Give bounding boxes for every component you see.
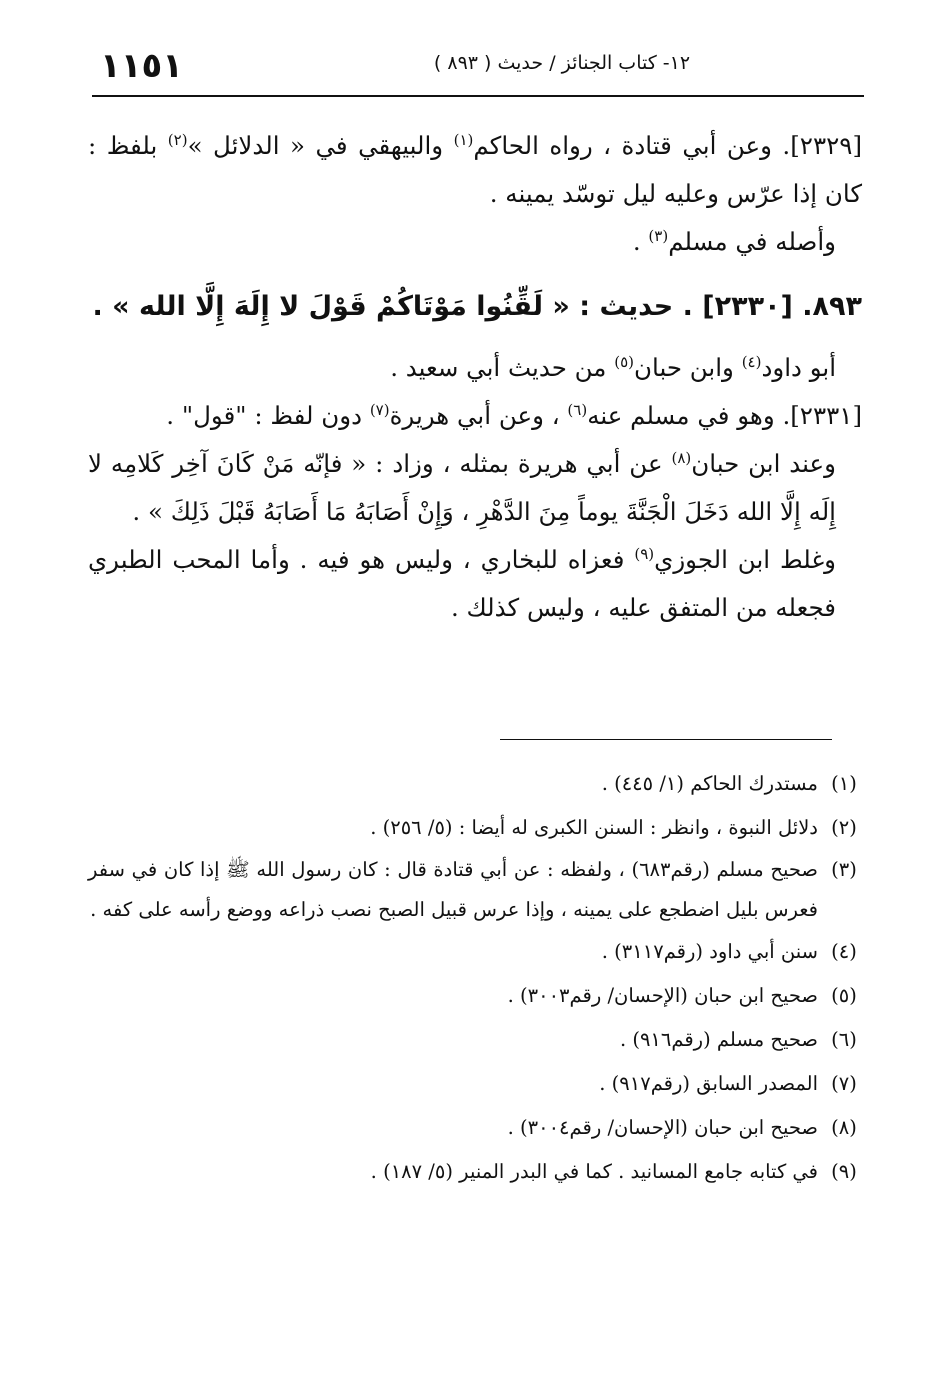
footnote-ref: (٥) [614, 352, 634, 371]
footnote-text: في كتابه جامع المسانيد . كما في البدر المنير (٥/ ١٨٧) . [370, 1160, 818, 1183]
text-run: وغلط ابن الجوزي [654, 545, 836, 574]
footnote-ref: (٨) [671, 448, 692, 467]
footnote-ref: (٦) [567, 400, 588, 419]
header-rule [92, 95, 864, 97]
text-run: وعند ابن حبان [691, 449, 836, 478]
footnote-text: صحيح ابن حبان (الإحسان/ رقم٣٠٠٤) . [507, 1116, 818, 1139]
text-run: فعزاه للبخاري ، وليس هو فيه . وأما المحب الطبري فجعله من المتفق عليه ، وليس كذلك . [88, 545, 836, 622]
footnote-number: (٧) [831, 1072, 857, 1095]
footnote-item [88, 1018, 864, 1062]
footnote-ref: (٣) [648, 226, 669, 245]
text-run: من حديث أبي سعيد . [390, 353, 615, 382]
footnote-number: (١) [831, 772, 857, 795]
paragraph-2329 [88, 122, 862, 218]
footnote-ref: (٢) [167, 130, 188, 149]
footnote-number: (٨) [831, 1116, 857, 1139]
text-run: بلفظ : كان إذا عرّس وعليه ليل توسّد يمينه . [88, 131, 862, 208]
page-number: ١١٥١ [100, 46, 184, 86]
main-text [88, 122, 862, 632]
footnote-ref: (٧) [369, 400, 390, 419]
text-run: وابن حبان [634, 353, 742, 382]
paragraph-abu-dawud [88, 344, 862, 392]
footnote-text: مستدرك الحاكم (١/ ٤٤٥) . [601, 772, 818, 795]
footnote-item [88, 850, 864, 930]
footnote-text: صحيح ابن حبان (الإحسان/ رقم٣٠٠٣) . [507, 984, 818, 1007]
footnote-text: صحيح مسلم (رقم٩١٦) . [619, 1028, 818, 1051]
footnote-text: سنن أبي داود (رقم٣١١٧) . [601, 940, 818, 963]
footnote-number: (٥) [831, 984, 857, 1007]
running-head: ١٢- كتاب الجنائز / حديث ( ٨٩٣ ) [433, 52, 691, 74]
hadith-heading: ٨٩٣. [٢٣٣٠] . حديث : « لَقِّنُوا مَوْتَاكُمْ قَوْلَ لا إِلَهَ إِلَّا الله » . [92, 291, 862, 322]
text-run: وأصله في مسلم [668, 227, 836, 256]
footnote-ref: (٩) [634, 544, 655, 563]
footnote-text: دلائل النبوة ، وانظر : السنن الكبرى له أيضا : (٥/ ٢٥٦) . [370, 816, 818, 839]
footnote-number: (٢) [831, 816, 857, 839]
footnote-text: المصدر السابق (رقم٩١٧) . [599, 1072, 818, 1095]
footnote-number: (٣) [831, 858, 857, 881]
footnote-separator [500, 739, 832, 740]
text-run: أبو داود [761, 353, 836, 382]
text-run: عن أبي هريرة بمثله ، وزاد : « فإنّه مَنْ كَانَ آخِر كَلامِه لا إِلَه إِلَّا الله دَخَلَ الْجَنَّةَ يوماً مِنَ الدَّهْرِ ، وَإِنْ أَصَابَهُ مَا أَصَابَهُ قَبْلَ ذَلِكَ » . [88, 449, 836, 526]
text-run: والبيهقي في « الدلائل » [187, 131, 454, 160]
footnote-item [88, 974, 864, 1018]
text-run: دون لفظ : "قول" . [166, 401, 370, 430]
footnotes [88, 762, 864, 1194]
footnote-item [88, 762, 864, 806]
page-header [92, 44, 864, 94]
footnote-ref: (٤) [741, 352, 762, 371]
footnote-item [88, 806, 864, 850]
text-run: [٢٣٢٩]. وعن أبي قتادة ، رواه الحاكم [473, 131, 862, 160]
text-run: [٢٣٣١]. وهو في مسلم عنه [587, 401, 862, 430]
paragraph-ibn-jawzi [88, 536, 862, 632]
text-run: . [632, 227, 649, 256]
paragraph-asl [88, 218, 862, 266]
footnote-number: (٩) [831, 1160, 857, 1183]
footnote-text: صحيح مسلم (رقم٦٨٣) ، ولفظه : عن أبي قتادة قال : كان رسول الله ﷺ إذا كان في سفر فعرس بليل اضطجع على يمينه ، وإذا عرس قبيل الصبح نصب ذراعه ووضع رأسه على كفه . [88, 858, 818, 921]
footnote-item [88, 1150, 864, 1194]
footnote-number: (٦) [831, 1028, 857, 1051]
text-run: ، وعن أبي هريرة [389, 401, 568, 430]
footnote-item [88, 1106, 864, 1150]
footnote-item [88, 1062, 864, 1106]
paragraph-ibn-hibban [88, 440, 862, 536]
footnote-ref: (١) [453, 130, 474, 149]
footnote-item [88, 930, 864, 974]
footnote-number: (٤) [831, 940, 857, 963]
paragraph-2331 [88, 392, 862, 440]
